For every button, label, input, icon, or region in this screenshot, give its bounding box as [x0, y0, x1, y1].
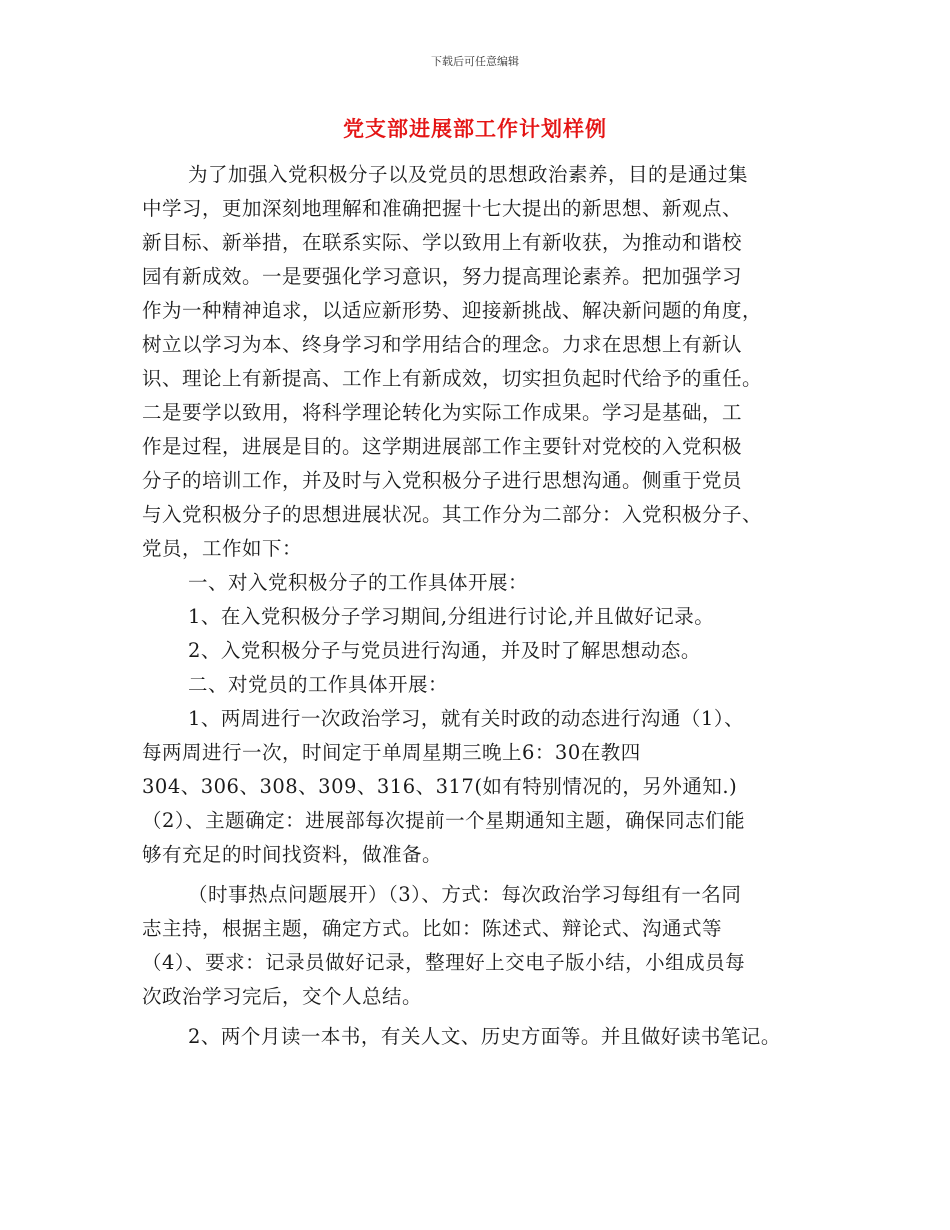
- document-title: 党支部进展部工作计划样例: [343, 116, 607, 141]
- list-item: 2、两个月读一本书，有关人文、历史方面等。并且做好读书笔记。: [188, 1025, 781, 1048]
- list-item: 1、在入党积极分子学习期间,分组进行讨论,并且做好记录。: [188, 605, 715, 628]
- paragraph-line: 志主持，根据主题，确定方式。比如：陈述式、辩论式、沟通式等: [142, 917, 723, 940]
- section-heading: 一、对入党积极分子的工作具体开展：: [188, 571, 529, 594]
- paragraph-line: 中学习，更加深刻地理解和准确把握十七大提出的新思想、新观点、: [142, 197, 743, 220]
- paragraph-line: 二是要学以致用，将科学理论转化为实际工作成果。学习是基础，工: [142, 401, 743, 424]
- paragraph-line: 党员，工作如下：: [142, 537, 303, 560]
- paragraph-line: 园有新成效。一是要强化学习意识，努力提高理论素养。把加强学习: [142, 265, 743, 288]
- paragraph-line: 树立以学习为本、终身学习和学用结合的理念。力求在思想上有新认: [142, 333, 743, 356]
- paragraph-line: 每两周进行一次，时间定于单周星期三晚上6：30在教四: [142, 741, 641, 764]
- paragraph-line: 为了加强入党积极分子以及党员的思想政治素养，目的是通过集: [188, 163, 749, 186]
- paragraph-line: 304、306、308、309、316、317(如有特别情况的，另外通知.): [142, 775, 738, 798]
- paragraph-line: 够有充足的时间找资料，做准备。: [142, 843, 443, 866]
- section-heading: 二、对党员的工作具体开展：: [188, 673, 449, 696]
- paragraph-line: 新目标、新举措，在联系实际、学以致用上有新收获，为推动和谐校: [142, 231, 743, 254]
- document-body: [142, 158, 832, 1054]
- paragraph-line: 与入党积极分子的思想进展状况。其工作分为二部分：入党积极分子、: [142, 503, 763, 526]
- paragraph-line: 作为一种精神追求，以适应新形势、迎接新挑战、解决新问题的角度，: [142, 299, 763, 322]
- paragraph-line: （时事热点问题展开）（3）、方式：每次政治学习每组有一名同: [188, 883, 742, 906]
- paragraph-line: （2）、主题确定：进展部每次提前一个星期通知主题，确保同志们能: [142, 809, 746, 832]
- paragraph-line: 次政治学习完后，交个人总结。: [142, 985, 423, 1008]
- paragraph-line: 分子的培训工作，并及时与入党积极分子进行思想沟通。侧重于党员: [142, 469, 743, 492]
- paragraph-line: 识、理论上有新提高、工作上有新成效，切实担负起时代给予的重任。: [142, 367, 763, 390]
- header-note: 下载后可任意编辑: [431, 55, 519, 68]
- paragraph-line: （4）、要求：记录员做好记录，整理好上交电子版小结，小组成员每: [142, 951, 746, 974]
- paragraph-line: 作是过程，进展是目的。这学期进展部工作主要针对党校的入党积极: [142, 435, 743, 458]
- list-item: 2、入党积极分子与党员进行沟通，并及时了解思想动态。: [188, 639, 701, 662]
- list-item: 1、两周进行一次政治学习，就有关时政的动态进行沟通（1）、: [188, 707, 745, 730]
